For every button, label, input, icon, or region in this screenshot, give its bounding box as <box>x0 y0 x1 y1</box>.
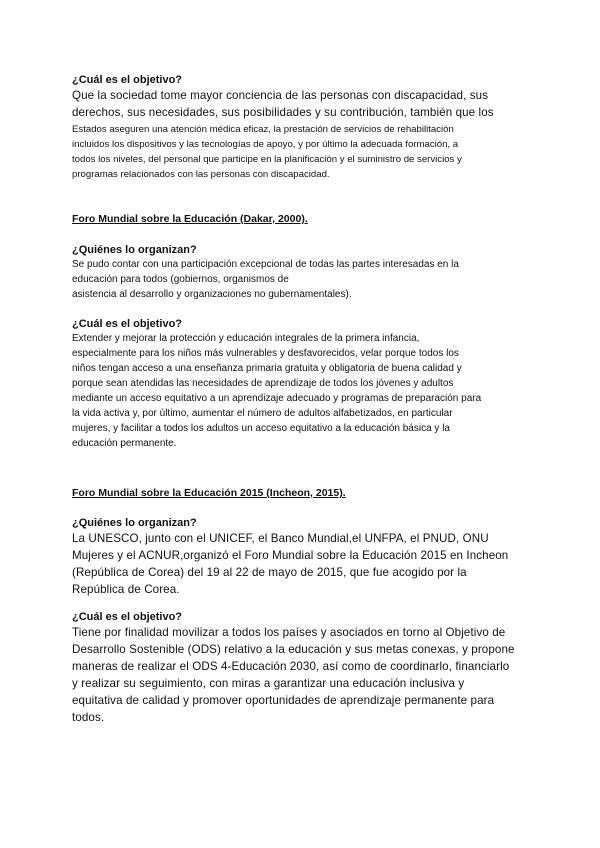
paragraph-line: maneras de realizar el ODS 4-Educación 2030, así como de coordinarlo, financiarlo <box>72 660 510 673</box>
paragraph-line: educación permanente. <box>72 438 177 449</box>
paragraph-line: asistencia al desarrollo y organizaciones no gubernamentales). <box>72 289 352 300</box>
question-heading: ¿Cuál es el objetivo? <box>72 318 183 330</box>
paragraph-line: niños tengan acceso a una enseñanza primaria gratuita y obligatoria de buena calidad y <box>72 363 462 374</box>
paragraph-line: La UNESCO, junto con el UNICEF, el Banco Mundial,el UNFPA, el PNUD, ONU <box>72 532 489 545</box>
section-dakar <box>72 212 528 451</box>
paragraph-line: porque sean atendidas las necesidades de aprendizaje de todos los jóvenes y adultos <box>72 378 454 389</box>
section-title: Foro Mundial sobre la Educación 2015 (Incheon, 2015). <box>72 487 346 499</box>
paragraph-line: incluidos los dispositivos y las tecnologías de apoyo, y por último la adecuada formación, a <box>72 139 459 150</box>
paragraph-line: equitativa de calidad y promover oportunidades de aprendizaje permanente para <box>72 694 495 707</box>
paragraph <box>72 530 528 598</box>
paragraph-line: Estados aseguren una atención médica eficaz, la prestación de servicios de rehabilitación <box>72 124 454 135</box>
question-heading: ¿Quiénes lo organizan? <box>72 244 197 256</box>
paragraph-line: todos los niveles, del personal que participe en la planificación y el suministro de servicios y <box>72 154 462 165</box>
paragraph-line: Tiene por finalidad movilizar a todos los países y asociados en torno al Objetivo de <box>72 626 506 639</box>
paragraph-line: (República de Corea) del 19 al 22 de mayo de 2015, que fue acogido por la <box>72 566 467 579</box>
paragraph-line: educación para todos (gobiernos, organismos de <box>72 274 289 285</box>
paragraph-line: y realizar su seguimiento, con miras a garantizar una educación inclusiva y <box>72 677 465 690</box>
paragraph-line: programas relacionados con las personas con discapacidad. <box>72 169 330 180</box>
question-heading: ¿Cuál es el objetivo? <box>72 74 183 86</box>
paragraph-line: Que la sociedad tome mayor conciencia de las personas con discapacidad, sus <box>72 89 489 102</box>
paragraph <box>72 87 528 121</box>
paragraph-line: mujeres, y facilitar a todos los adultos un acceso equitativo a la educación básica y la <box>72 423 450 434</box>
paragraph <box>72 257 528 302</box>
paragraph-line: Extender y mejorar la protección y educación integrales de la primera infancia, <box>72 333 420 344</box>
paragraph <box>72 624 528 726</box>
section-title: Foro Mundial sobre la Educación (Dakar, 2000). <box>72 213 308 225</box>
paragraph-line: Mujeres y el ACNUR,organizó el Foro Mundial sobre la Educación 2015 en Incheon <box>72 549 509 562</box>
paragraph <box>72 122 528 182</box>
paragraph-line: Desarrollo Sostenible (ODS) relativo a la educación y sus metas conexas, y propone <box>72 643 515 656</box>
paragraph-line: República de Corea. <box>72 583 180 596</box>
paragraph-line: la vida activa y, por último, aumentar el número de adultos alfabetizados, en particular <box>72 408 453 419</box>
section-incheon <box>72 486 528 726</box>
question-heading: ¿Quiénes lo organizan? <box>72 517 197 529</box>
paragraph-line: derechos, sus necesidades, sus posibilidades y su contribución, también que los <box>72 106 494 119</box>
paragraph-line: todos. <box>72 711 105 724</box>
section-objective-1 <box>72 73 528 182</box>
paragraph-line: Se pudo contar con una participación excepcional de todas las partes interesadas en la <box>72 259 459 270</box>
question-heading: ¿Cuál es el objetivo? <box>72 611 183 623</box>
paragraph-line: especialmente para los niños más vulnerables y desfavorecidos, velar porque todos los <box>72 348 459 359</box>
paragraph-line: mediante un acceso equitativo a un aprendizaje adecuado y programas de preparación para <box>72 393 482 404</box>
paragraph <box>72 331 528 451</box>
